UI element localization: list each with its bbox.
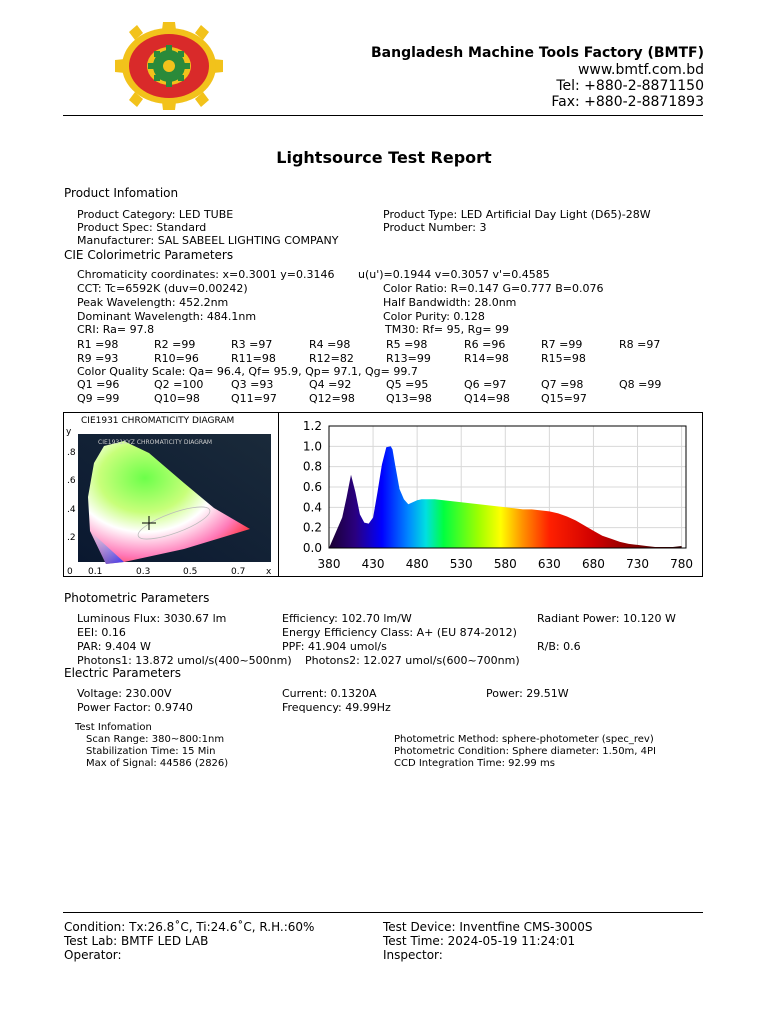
color-ratio: Color Ratio: R=0.147 G=0.777 B=0.076 bbox=[383, 282, 604, 295]
footer-divider bbox=[63, 912, 703, 913]
peak-wavelength: Peak Wavelength: 452.2nm bbox=[77, 296, 229, 309]
y-tick-label: 1.2 bbox=[302, 419, 322, 433]
y-tick-label: 0.0 bbox=[302, 541, 322, 555]
cie-x-tick: 0.5 bbox=[183, 567, 198, 576]
x-tick-label: 530 bbox=[449, 557, 473, 571]
q-value: Q3 =93 bbox=[231, 378, 274, 391]
photometric-section-title: Photometric Parameters bbox=[64, 591, 210, 605]
cie-y-tick: .8 bbox=[67, 448, 76, 458]
company-name: Bangladesh Machine Tools Factory (BMTF) bbox=[371, 45, 704, 61]
luminous-flux: Luminous Flux: 3030.67 lm bbox=[77, 612, 227, 625]
operator-label: Operator: bbox=[64, 948, 122, 962]
report-title: Lightsource Test Report bbox=[276, 148, 492, 167]
half-bandwidth: Half Bandwidth: 28.0nm bbox=[383, 296, 517, 309]
cie-section-title: CIE Colorimetric Parameters bbox=[64, 248, 234, 262]
q-value: Q12=98 bbox=[309, 392, 355, 405]
cie-x-tick: 0.3 bbox=[136, 567, 151, 576]
product-section-title: Product Infomation bbox=[64, 186, 179, 200]
q-value: Q7 =98 bbox=[541, 378, 584, 391]
header-divider bbox=[63, 115, 703, 116]
stabilization-time: Stabilization Time: 15 Min bbox=[86, 746, 216, 757]
cie-x-tick: 0.1 bbox=[88, 567, 103, 576]
x-tick-label: 380 bbox=[317, 557, 341, 571]
photometric-condition: Photometric Condition: Sphere diameter: 1.50m, 4PI bbox=[394, 746, 656, 757]
cie-y-tick: .6 bbox=[67, 476, 76, 486]
r-value: R8 =97 bbox=[619, 338, 661, 351]
product-spec: Product Spec: Standard bbox=[77, 221, 207, 234]
color-purity: Color Purity: 0.128 bbox=[383, 310, 485, 323]
q-value: Q6 =97 bbox=[464, 378, 507, 391]
y-tick-label: 1.0 bbox=[302, 439, 322, 454]
q-value: Q13=98 bbox=[386, 392, 432, 405]
q-value: Q8 =99 bbox=[619, 378, 662, 391]
cie-diagram-title: CIE1931 CHROMATICITY DIAGRAM bbox=[81, 416, 235, 426]
q-value: Q10=98 bbox=[154, 392, 200, 405]
x-tick-label: 730 bbox=[626, 557, 649, 571]
ccd-integration-time: CCD Integration Time: 92.99 ms bbox=[394, 758, 555, 769]
test-section-title: Test Infomation bbox=[75, 722, 152, 733]
q-value: Q4 =92 bbox=[309, 378, 352, 391]
r-value: R2 =99 bbox=[154, 338, 196, 351]
energy-efficiency-class: Energy Efficiency Class: A+ (EU 874-2012) bbox=[282, 626, 517, 639]
q-value: Q1 =96 bbox=[77, 378, 120, 391]
test-device: Test Device: Inventfine CMS-3000S bbox=[383, 920, 593, 934]
cie-x-axis-label: x bbox=[266, 567, 272, 576]
x-tick-label: 430 bbox=[361, 557, 385, 571]
x-tick-label: 580 bbox=[493, 557, 517, 571]
cri-value: CRI: Ra= 97.8 bbox=[77, 323, 155, 336]
x-tick-label: 480 bbox=[405, 557, 429, 571]
test-condition: Condition: Tx:26.8˚C, Ti:24.6˚C, R.H.:60% bbox=[64, 920, 315, 934]
inspector-label: Inspector: bbox=[383, 948, 443, 962]
uv-coordinates: u(u')=0.1944 v=0.3057 v'=0.4585 bbox=[358, 268, 550, 281]
cct-value: CCT: Tc=6592K (duv=0.00242) bbox=[77, 282, 248, 295]
eei-value: EEI: 0.16 bbox=[77, 626, 126, 639]
x-tick-label: 680 bbox=[581, 557, 605, 571]
efficiency: Efficiency: 102.70 lm/W bbox=[282, 612, 412, 625]
electric-section-title: Electric Parameters bbox=[64, 666, 181, 680]
photons1: Photons1: 13.872 umol/s(400~500nm) bbox=[77, 654, 292, 667]
test-time: Test Time: 2024-05-19 11:24:01 bbox=[383, 934, 576, 948]
y-tick-label: 0.2 bbox=[302, 520, 322, 535]
y-tick-label: 0.8 bbox=[302, 459, 322, 474]
product-type: Product Type: LED Artificial Day Light (D65)-28W bbox=[383, 208, 651, 221]
photometric-method: Photometric Method: sphere-photometer (spec_rev) bbox=[394, 734, 654, 745]
tm30-value: TM30: Rf= 95, Rg= 99 bbox=[385, 323, 509, 336]
cie-y-axis-label: y bbox=[66, 427, 72, 437]
r-value: R10=96 bbox=[154, 352, 199, 365]
power-factor: Power Factor: 0.9740 bbox=[77, 701, 193, 714]
q-value: Q5 =95 bbox=[386, 378, 429, 391]
par-value: PAR: 9.404 W bbox=[77, 640, 151, 653]
company-website[interactable]: www.bmtf.com.bd bbox=[577, 62, 704, 78]
q-value: Q14=98 bbox=[464, 392, 510, 405]
current: Current: 0.1320A bbox=[282, 687, 377, 700]
r-value: R12=82 bbox=[309, 352, 354, 365]
r-value: R7 =99 bbox=[541, 338, 583, 351]
r-value: R9 =93 bbox=[77, 352, 119, 365]
r-value: R1 =98 bbox=[77, 338, 119, 351]
cie-y-tick: .2 bbox=[67, 533, 76, 543]
q-value: Q9 =99 bbox=[77, 392, 120, 405]
spectral-power-chart bbox=[279, 413, 703, 576]
chromaticity-coordinates: Chromaticity coordinates: x=0.3001 y=0.3146 bbox=[77, 268, 335, 281]
color-quality-scale: Color Quality Scale: Qa= 96.4, Qf= 95.9, Qp= 97.1, Qg= 99.7 bbox=[77, 365, 418, 378]
dominant-wavelength: Dominant Wavelength: 484.1nm bbox=[77, 310, 257, 323]
cie-x-tick: 0 bbox=[67, 567, 73, 576]
company-tel: Tel: +880-2-8871150 bbox=[556, 78, 704, 94]
y-tick-label: 0.4 bbox=[302, 500, 322, 515]
ppf-value: PPF: 41.904 umol/s bbox=[282, 640, 387, 653]
max-signal: Max of Signal: 44586 (2826) bbox=[86, 758, 229, 769]
cie-y-tick: .4 bbox=[67, 505, 76, 515]
product-number: Product Number: 3 bbox=[383, 221, 487, 234]
product-manufacturer: Manufacturer: SAL SABEEL LIGHTING COMPANY bbox=[77, 234, 339, 247]
r-value: R4 =98 bbox=[309, 338, 351, 351]
q-value: Q15=97 bbox=[541, 392, 587, 405]
product-category: Product Category: LED TUBE bbox=[77, 208, 234, 221]
power: Power: 29.51W bbox=[486, 687, 569, 700]
x-tick-label: 630 bbox=[537, 557, 561, 571]
r-value: R3 =97 bbox=[231, 338, 273, 351]
company-fax: Fax: +880-2-8871893 bbox=[551, 94, 704, 110]
r-value: R14=98 bbox=[464, 352, 509, 365]
test-lab: Test Lab: BMTF LED LAB bbox=[64, 934, 209, 948]
r-value: R6 =96 bbox=[464, 338, 506, 351]
r-value: R5 =98 bbox=[386, 338, 428, 351]
y-tick-label: 0.6 bbox=[302, 480, 322, 494]
cie-diagram bbox=[64, 413, 278, 576]
frequency: Frequency: 49.99Hz bbox=[282, 701, 391, 714]
rb-ratio: R/B: 0.6 bbox=[537, 640, 581, 653]
scan-range: Scan Range: 380~800:1nm bbox=[86, 734, 225, 745]
r-value: R15=98 bbox=[541, 352, 586, 365]
company-logo bbox=[115, 22, 223, 110]
q-value: Q2 =100 bbox=[154, 378, 204, 391]
voltage: Voltage: 230.00V bbox=[77, 687, 172, 700]
q-value: Q11=97 bbox=[231, 392, 277, 405]
r-value: R11=98 bbox=[231, 352, 276, 365]
cie-x-tick: 0.7 bbox=[231, 567, 246, 576]
charts-panel bbox=[63, 412, 703, 577]
r-value: R13=99 bbox=[386, 352, 431, 365]
cie-diagram-inner-title: CIE1931XYZ CHROMATICITY DIAGRAM bbox=[98, 439, 213, 446]
photons2: Photons2: 12.027 umol/s(600~700nm) bbox=[305, 654, 520, 667]
radiant-power: Radiant Power: 10.120 W bbox=[537, 612, 676, 625]
x-tick-label: 780 bbox=[670, 557, 694, 571]
